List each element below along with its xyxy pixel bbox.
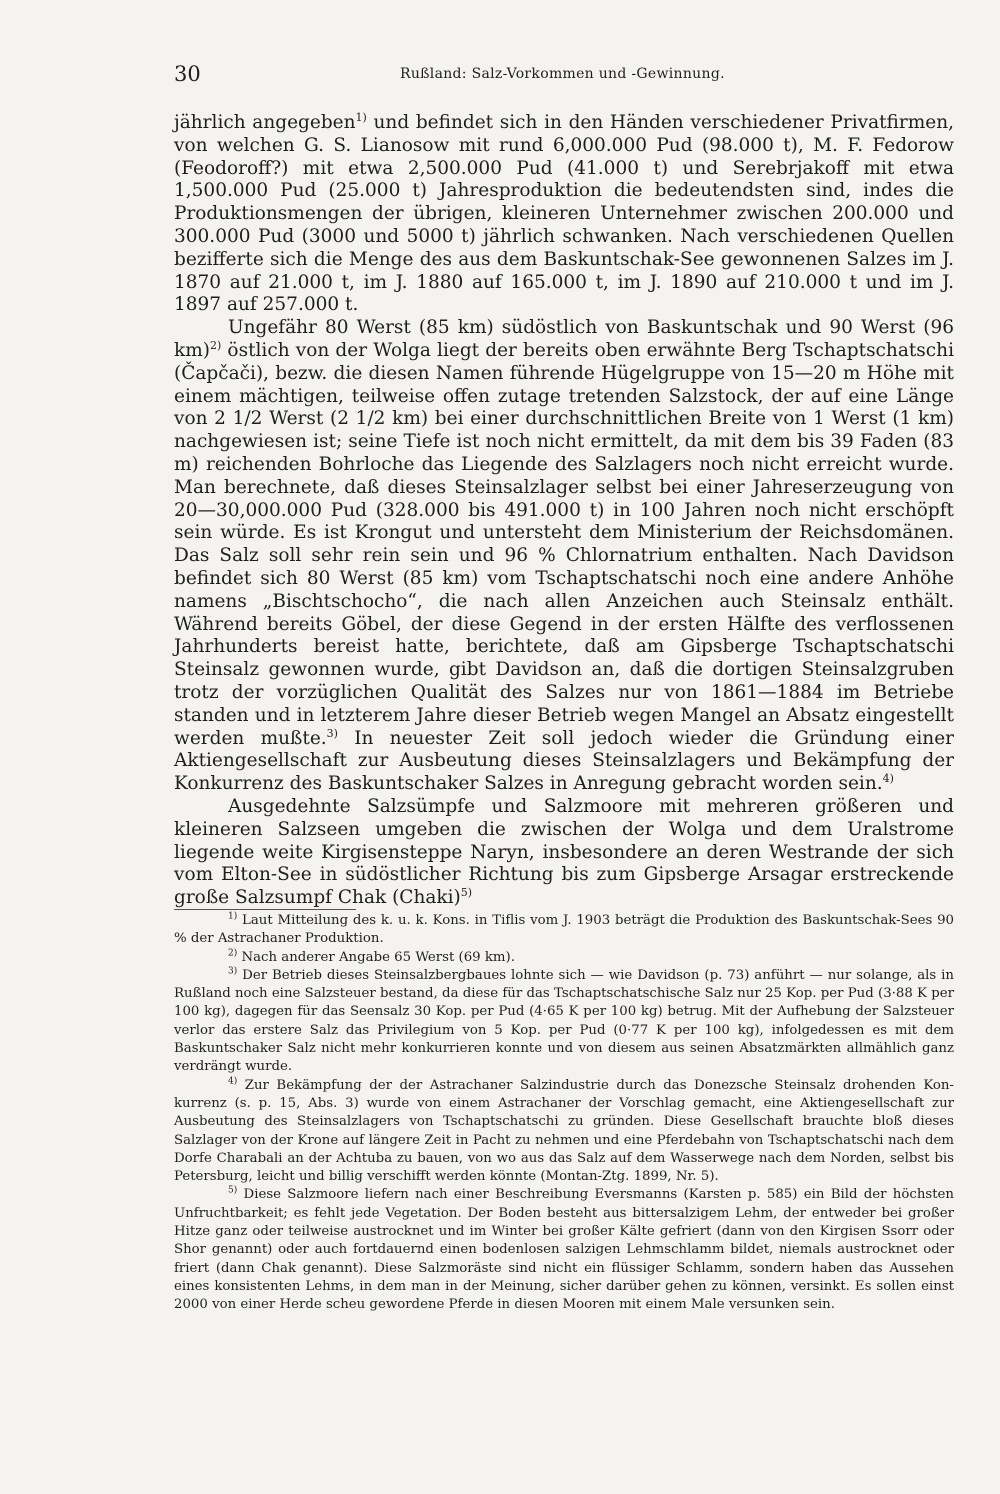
footnote-marker: 3) (228, 966, 238, 977)
footnote-ref: 4) (882, 771, 894, 785)
paragraph-text: Ungefähr 80 Werst (85 km) südöstlich von Baskuntschak und 90 Werst (96 km) (174, 317, 954, 361)
page-header (174, 62, 814, 92)
page-number: 30 (174, 62, 201, 86)
footnote-text: Der Betrieb dieses Steinsalzbergbaues lohnte sich — wie Davidson (p. 73) anführt — nur solange, als in Rußland noch eine Salzsteuer bestand, da diese für das Tschaptschatschische Salz nur 25 Kop. per Pud (3·88 K per 100 kg), dagegen für das Seensalz 30 Kop. per Pud (4·65 K per 100 kg) betrug. Mit der Aufhebung der Salzsteuer verlor das erstere Salz das Privilegium von 5 Kop. per Pud (0·77 K per 100 kg), infolgedessen es mit dem Baskuntschaker Salz nicht mehr konkurrieren konnte und von diesem aus seinen Absatzmärkten allmählich ganz verdrängt wurde. (174, 967, 954, 1075)
main-text (174, 112, 954, 910)
footnote (174, 967, 954, 1077)
footnote (174, 1186, 954, 1314)
paragraph (174, 796, 954, 910)
footnote (174, 1077, 954, 1187)
running-title: Rußland: Salz-Vorkommen und -Gewinnung. (400, 66, 725, 82)
footnote-ref: 1) (355, 110, 367, 124)
footnote-marker: 4) (228, 1076, 238, 1087)
footnote-marker: 1) (228, 911, 238, 922)
paragraph-text: jährlich angegeben (174, 112, 356, 133)
footnote-text: Diese Salzmoore liefern nach einer Beschreibung Eversmanns (Karsten p. 585) ein Bild der höchsten Unfruchtbarkeit; es fehlt jede Vegetation. Der Boden besteht aus bittersalzigem Lehm, der entweder bei großer Hitze ganz oder teilweise austrocknet und im Winter bei großer Kälte gefriert (dann von den Kirgisen Ssorr oder Shor genannt) oder auch fortdauernd einen bodenlosen salzigen Lehmschlamm bildet, niemals austrocknet oder friert (dann Chak genannt). Diese Salzmoräste sind nicht ein flüssiger Schlamm, sondern haben das Aussehen eines konsistenten Lehms, in dem man in der Meinung, sicher darüber gehen zu können, versinkt. Es sollen einst 2000 von einer Herde scheu gewordene Pferde in diesen Mooren mit einem Male versunken sein. (174, 1187, 954, 1313)
paragraph-text: und befindet sich in den Händen verschiedener Privatfirmen, von welchen G. S. Lianosow mit rund 6,000.000 Pud (98.000 t), M. F. Fedorow (Feodoroff?) mit etwa 2,500.000 Pud (41.000 t) und Serebrjakoff mit etwa 1,500.000 Pud (25.000 t) Jahresproduktion die bedeutendsten sind, indes die Produktionsmengen der übrigen, kleineren Unternehmer zwischen 200.000 und 300.000 Pud (3000 und 5000 t) jährlich schwanken. Nach verschiedenen Quellen bezifferte sich die Menge des aus dem Baskuntschak-See gewonnenen Salzes im J. 1870 auf 21.000 t, im J. 1880 auf 165.000 t, im J. 1890 auf 210.000 t und im J. 1897 auf 257.000 t. (174, 112, 954, 316)
footnote-ref: 3) (326, 726, 338, 740)
paragraph-text: Ausgedehnte Salzsümpfe und Salzmoore mit mehreren größeren und kleineren Salzseen umgeben die zwischen der Wolga und dem Uralstrome liegende weite Kirgisensteppe Naryn, insbesondere an deren Westrande der sich vom Elton-See in südöstlicher Richtung bis zum Gipsberge Arsagar erstreckende große Salzsumpf Chak (Chaki) (174, 795, 954, 909)
paragraph (174, 317, 954, 796)
footnote-ref: 5) (460, 885, 473, 899)
paragraph-text: In neuester Zeit soll jedoch wieder die Gründung einer Aktiengesellschaft zur Ausbeutung dieses Steinsalzlagers und Bekämpfung der Konkurrenz des Baskuntschaker Salzes in Anregung gebracht worden sein. (174, 727, 955, 795)
footnote (174, 912, 954, 949)
footnote-text: Zur Bekämpfung der der Astrachaner Salzindustrie durch das Donezsche Steinsalz drohenden Konkurrenz (s. p. 15, Abs. 3) wurde von einem Astrachaner der Vorschlag gemacht, eine Aktiengesellschaft zur Ausbeutung des Steinsalzlagers von Tschaptschatschi zu gründen. Diese Gesellschaft brauchte bloß dieses Salzlager von der Krone auf längere Zeit in Pacht zu nehmen und eine Pferdebahn von Tschaptschatschi nach dem Dorfe Charabali an der Achtuba zu bauen, von wo aus das Salz auf dem Wasserwege nach dem Norden, selbst bis Petersburg, leicht und billig verschifft werden könnte (Montan-Ztg. 1899, Nr. 5). (174, 1077, 954, 1185)
footnote-marker: 2) (228, 948, 238, 959)
footnotes (174, 912, 954, 1315)
footnote (174, 949, 954, 967)
footnote-ref: 2) (209, 338, 222, 352)
footnote-text: Laut Mitteilung des k. u. k. Kons. in Tiflis vom J. 1903 beträgt die Produktion des Baskuntschak-Sees 90 % der Astrachaner Produktion. (174, 913, 954, 947)
footnote-separator (174, 909, 356, 910)
footnote-marker: 5) (228, 1186, 238, 1197)
paragraph-text: östlich von der Wolga liegt der bereits oben erwähnte Berg Tschaptschatschi (Čapčači), bezw. die diesen Namen führende Hügelgruppe von 15—20 m Höhe mit einem mächtigen, teilweise offen zutage tretenden Salzstock, der auf eine Länge von 2 1/2 Werst (2 1/2 km) bei einer durchschnittlichen Breite von 1 Werst (1 km) nachgewiesen ist; seine Tiefe ist noch nicht ermittelt, da mit dem bis 39 Faden (83 m) reichenden Bohrloche das Liegende des Salzlagers noch nicht erreicht wurde. Man berechnete, daß dieses Steinsalzlager selbst bei einer Jahreserzeugung von 20—30,000.000 Pud (328.000 bis 491.000 t) in 100 Jahren noch nicht erschöpft sein würde. Es ist Krongut und untersteht dem Ministerium der Reichsdomänen. Das Salz soll sehr rein sein und 96 % Chlornatrium enthalten. Nach Davidson befindet sich 80 Werst (85 km) vom Tschaptschatschi noch eine andere Anhöhe namens „Bischtschocho“, die nach allen Anzeichen auch Steinsalz enthält. Während bereits Göbel, der diese Gegend in der ersten Hälfte des verflossenen Jahrhunderts bereist hatte, berichtete, daß am Gipsberge Tschaptschatschi Steinsalz gewonnen wurde, gibt Davidson an, daß die dortigen Steinsalzgruben trotz der vorzüglichen Qualität des Salzes nur von 1861—1884 im Betriebe standen und in letzterem Jahre dieser Betrieb wegen Mangel an Absatz eingestellt werden mußte. (174, 339, 954, 749)
footnote-text: Nach anderer Angabe 65 Werst (69 km). (237, 949, 515, 965)
paragraph (174, 112, 954, 317)
